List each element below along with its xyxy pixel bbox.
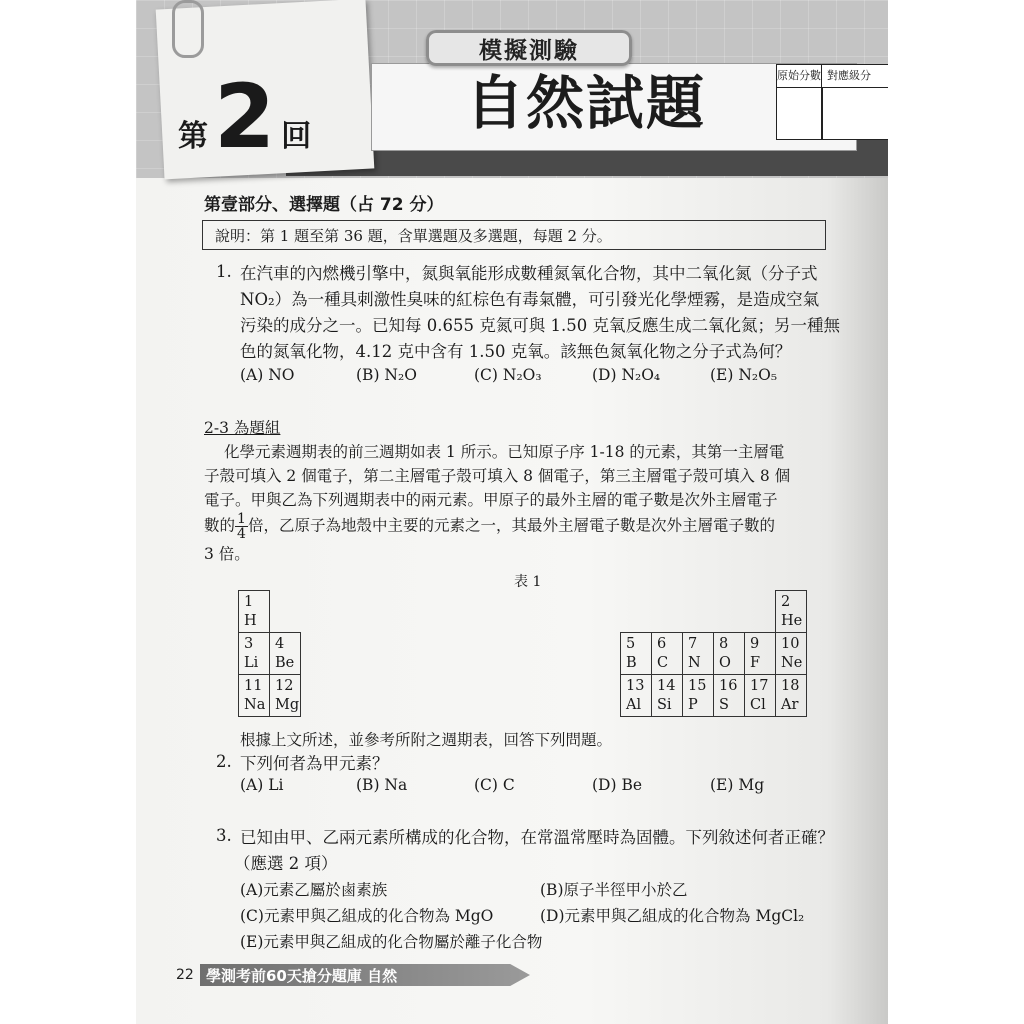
left-margin	[0, 0, 136, 1024]
periodic-table-left	[238, 590, 301, 717]
q2-text: 下列何者為甲元素？	[240, 754, 389, 773]
element-cell: 1 H	[239, 591, 270, 633]
periodic-table-right	[620, 590, 807, 717]
element-cell: 13 Al	[621, 675, 652, 717]
element-cell: 12 Mg	[270, 675, 301, 717]
score-divider	[821, 87, 823, 139]
element-cell: 14 Si	[652, 675, 683, 717]
q2-option-c[interactable]: (C) C	[474, 776, 515, 794]
element-cell: 6 C	[652, 633, 683, 675]
fraction-denominator: 4	[237, 526, 246, 542]
group-line: 子殼可填入 2 個電子，第二主層電子殼可填入 8 個電子，第三主層電子殼可填入 8 個	[204, 467, 791, 485]
group-line: 電子。甲與乙為下列週期表中的兩元素。甲原子的最外主層的電子數是次外主層電子	[204, 491, 778, 509]
element-cell: 16 S	[714, 675, 745, 717]
round-label	[178, 65, 312, 168]
group-line-4	[204, 512, 775, 541]
q2-option-e[interactable]: (E) Mg	[710, 776, 765, 794]
q3-option-e[interactable]: (E)元素甲與乙組成的化合物屬於離子化合物	[240, 933, 543, 951]
group-line-4-start: 數的	[204, 516, 236, 535]
element-cell: 2 He	[776, 591, 807, 633]
section-title: 第壹部分、選擇題（占 72 分）	[204, 195, 444, 215]
q1-number: 1.	[216, 262, 232, 281]
q3-text: 已知由甲、乙兩元素所構成的化合物，在常溫常壓時為固體。下列敘述何者正確？	[240, 828, 834, 847]
element-cell: 8 O	[714, 633, 745, 675]
q3-option-d[interactable]: (D)元素甲與乙組成的化合物為 MgCl₂	[540, 907, 805, 925]
score-table	[776, 64, 888, 140]
q1-option-a[interactable]: (A) NO	[240, 366, 295, 384]
element-cell: 4 Be	[270, 633, 301, 675]
instructions-box: 說明：第 1 題至第 36 題，含單選題及多選題，每題 2 分。	[202, 220, 826, 250]
right-margin	[888, 0, 1024, 1024]
q1-line: 在汽車的內燃機引擎中，氮與氧能形成數種氮氧化合物，其中二氧化氮（分子式	[240, 264, 818, 283]
fraction	[235, 512, 248, 541]
element-cell: 11 Na	[239, 675, 270, 717]
group-label: 2-3 為題組	[204, 419, 281, 437]
exam-page	[136, 0, 888, 1024]
element-cell: 5 B	[621, 633, 652, 675]
group-line-4-end: 倍，乙原子為地殼中主要的元素之一，其最外主層電子數是次外主層電子數的	[247, 516, 775, 535]
group-line-5: 3 倍。	[204, 545, 250, 563]
q3-note: （應選 2 項）	[234, 854, 338, 873]
round-prefix: 第	[178, 119, 208, 155]
q2-option-d[interactable]: (D) Be	[592, 776, 643, 794]
q2-option-a[interactable]: (A) Li	[240, 776, 284, 794]
round-suffix: 回	[281, 119, 312, 155]
q1-line: NO₂）為一種具刺激性臭味的紅棕色有毒氣體，可引發光化學煙霧，是造成空氣	[240, 290, 820, 309]
q3-option-a[interactable]: (A)元素乙屬於鹵素族	[240, 881, 388, 899]
paperclip-icon	[172, 0, 204, 58]
q2-option-b[interactable]: (B) Na	[356, 776, 408, 794]
table-caption: 表 1	[514, 574, 542, 590]
element-cell: 10 Ne	[776, 633, 807, 675]
empty-cell	[270, 591, 301, 633]
element-cell: 18 Ar	[776, 675, 807, 717]
book-title: 學測考前60天搶分題庫 自然	[206, 967, 398, 985]
group-line: 化學元素週期表的前三週期如表 1 所示。已知原子序 1-18 的元素，其第一主層電	[224, 443, 785, 461]
q3-number: 3.	[216, 826, 232, 845]
element-cell: 9 F	[745, 633, 776, 675]
q1-line: 色的氮氧化物，4.12 克中含有 1.50 克氧。該無色氮氧化物之分子式為何？	[240, 342, 792, 361]
page-number: 22	[176, 967, 194, 983]
score-scaled-header: 對應級分	[823, 65, 888, 88]
q1-option-c[interactable]: (C) N₂O₃	[474, 366, 542, 384]
exam-tag: 模擬測驗	[426, 30, 632, 66]
q1-option-e[interactable]: (E) N₂O₅	[710, 366, 778, 384]
element-cell: 15 P	[683, 675, 714, 717]
after-table-text: 根據上文所述，並參考所附之週期表，回答下列問題。	[240, 731, 613, 749]
element-cell: 3 Li	[239, 633, 270, 675]
q1-option-b[interactable]: (B) N₂O	[356, 366, 417, 384]
q3-option-c[interactable]: (C)元素甲與乙組成的化合物為 MgO	[240, 907, 494, 925]
element-cell: 7 N	[683, 633, 714, 675]
q2-number: 2.	[216, 752, 232, 771]
q1-option-d[interactable]: (D) N₂O₄	[592, 366, 661, 384]
q3-option-b[interactable]: (B)原子半徑甲小於乙	[540, 881, 688, 899]
fraction-numerator: 1	[237, 511, 246, 527]
q1-line: 污染的成分之一。已知每 0.655 克氮可與 1.50 克氧反應生成二氧化氮；另一種無	[240, 316, 840, 335]
subject-title: 自然試題	[466, 69, 707, 137]
round-number: 2	[214, 65, 276, 168]
element-cell: 17 Cl	[745, 675, 776, 717]
score-raw-header: 原始分數	[777, 65, 822, 88]
